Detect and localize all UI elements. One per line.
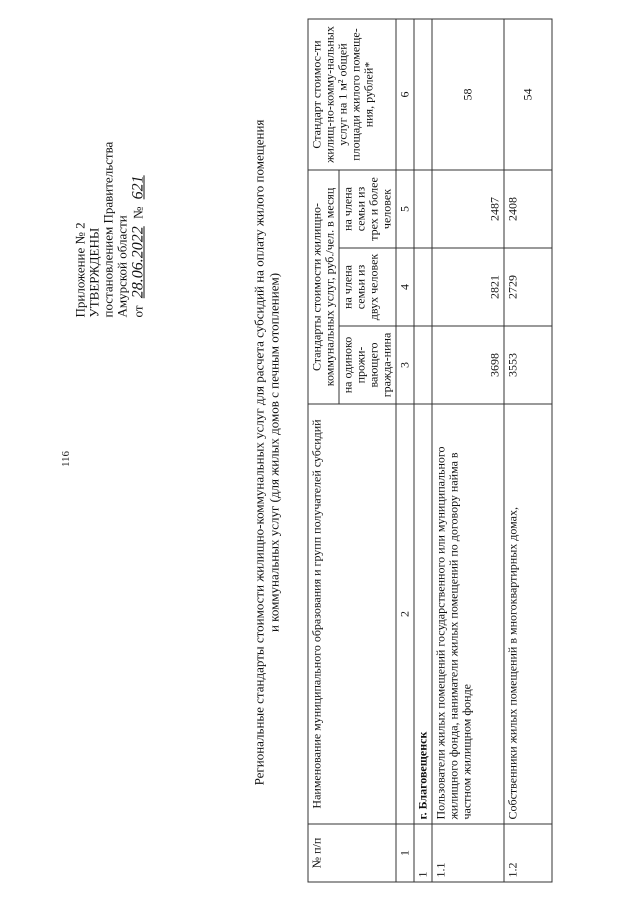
handwritten-number: 621 <box>129 175 147 200</box>
appendix-label: Приложение № 2 <box>72 222 88 318</box>
decree-label: постановлением Правительства <box>100 141 116 318</box>
approved-label: УТВЕРЖДЕНЫ <box>86 227 102 318</box>
colnum-4: 4 <box>396 248 414 326</box>
number-sign: № <box>130 206 146 219</box>
section-empty-5 <box>414 170 432 248</box>
section-empty-3 <box>414 326 432 404</box>
row-value-c5: 2487 <box>432 170 504 248</box>
row-name: Пользователи жилых помещений государственного или муниципального жилищного фонда, наниматели жилых помещений по договору найма в частном жилищном фонде <box>432 404 504 824</box>
row-name: Собственники жилых помещений в многоквартирных домах, <box>504 404 552 824</box>
row-value-c4: 2729 <box>504 248 552 326</box>
header-col6: Стандарт стоимос-ти жилищ-но-комму-нальных услуг на 1 м² общей площади жилого помеще-ния, рублей* <box>308 19 396 170</box>
section-num: 1 <box>414 824 432 882</box>
row-value-c5: 2408 <box>504 170 552 248</box>
table-row <box>504 19 552 882</box>
column-number-row <box>396 19 414 882</box>
row-value-c6: 54 <box>504 19 552 170</box>
colnum-1: 1 <box>396 824 414 882</box>
colnum-3: 3 <box>396 326 414 404</box>
row-value-c4: 2821 <box>432 248 504 326</box>
section-row <box>414 19 432 882</box>
document-title <box>252 23 282 883</box>
section-name: г. Благовещенск <box>414 404 432 824</box>
header-name: Наименование муниципального образования и групп получателей субсидий <box>308 404 396 824</box>
colnum-5: 5 <box>396 170 414 248</box>
row-value-c3: 3698 <box>432 326 504 404</box>
handwritten-date: 28.06.2022 <box>129 226 147 299</box>
section-empty-4 <box>414 248 432 326</box>
table-row <box>432 19 504 882</box>
header-col5: на члена семьи из трех и более человек <box>339 170 396 248</box>
colnum-6: 6 <box>396 19 414 170</box>
row-value-c3: 3553 <box>504 326 552 404</box>
title-line-2: и коммунальных услуг (для жилых домов с печным отоплением) <box>266 272 282 633</box>
page-number: 116 <box>60 450 72 468</box>
date-prefix: от <box>130 305 146 318</box>
header-group: Стандарты стоимости жилищно-коммунальных услуг, руб./чел. в месяц <box>308 170 339 404</box>
header-num: № п/п <box>308 824 396 882</box>
standards-table <box>308 19 553 883</box>
header-col4: на члена семьи из двух человек <box>339 248 396 326</box>
approval-block <box>74 18 148 318</box>
landscape-content <box>68 3 573 903</box>
row-num: 1.2 <box>504 824 552 882</box>
region-label: Амурской области <box>114 215 130 318</box>
header-row-1 <box>308 19 339 882</box>
title-line-1: Региональные стандарты стоимости жилищно-коммунальных услуг для расчета субсидий на оплату жилого помещения <box>251 119 267 786</box>
row-num: 1.1 <box>432 824 504 882</box>
section-empty-6 <box>414 19 432 170</box>
colnum-2: 2 <box>396 404 414 824</box>
decree-date-line <box>130 18 148 318</box>
row-value-c6: 58 <box>432 19 504 170</box>
header-col3: на одиноко прожи-вающего гражда-нина <box>339 326 396 404</box>
